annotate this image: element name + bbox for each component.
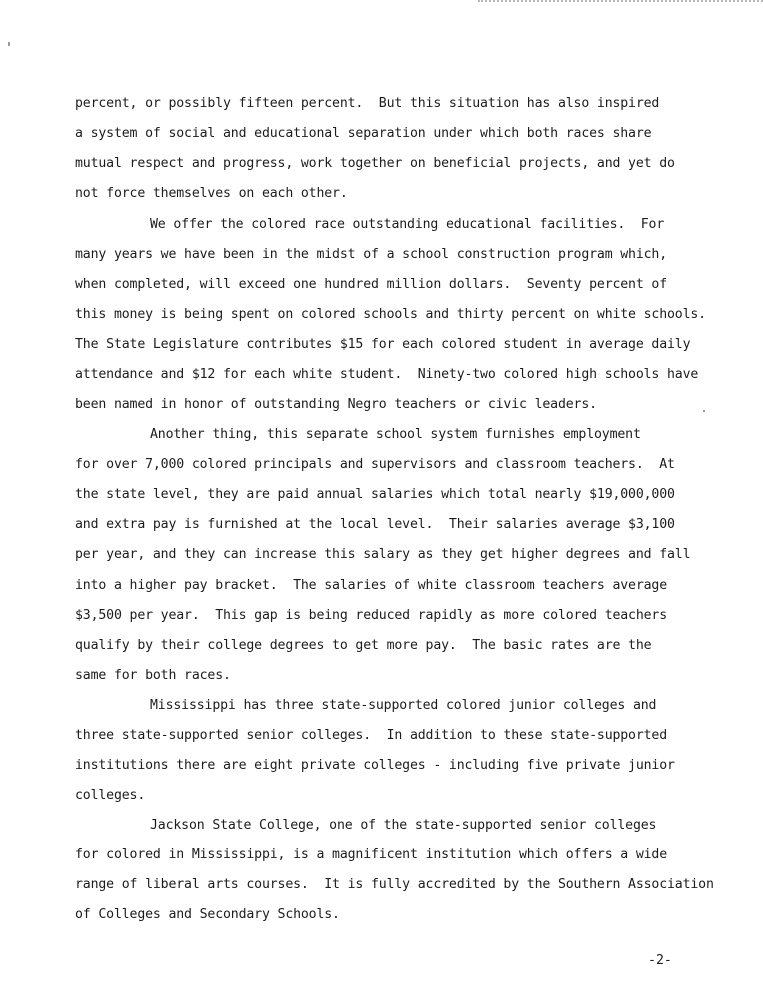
text-line: colleges. bbox=[75, 788, 146, 803]
text-line: attendance and $12 for each white student. Ninety-two colored high schools have bbox=[75, 367, 699, 382]
text-line: percent, or possibly fifteen percent. But this situation has also inspired bbox=[75, 96, 660, 111]
text-line: Jackson State College, one of the state-supported senior colleges bbox=[150, 818, 657, 833]
text-line: same for both races. bbox=[75, 668, 231, 683]
text-line: Mississippi has three state-supported colored junior colleges and bbox=[150, 698, 657, 713]
text-line: per year, and they can increase this salary as they get higher degrees and fall bbox=[75, 547, 691, 562]
text-line: not force themselves on each other. bbox=[75, 186, 348, 201]
text-line: this money is being spent on colored schools and thirty percent on white schools. bbox=[75, 307, 706, 322]
text-line: been named in honor of outstanding Negro teachers or civic leaders. bbox=[75, 397, 597, 412]
text-line: many years we have been in the midst of a school construction program which, bbox=[75, 247, 668, 262]
text-line: qualify by their college degrees to get more pay. The basic rates are the bbox=[75, 638, 652, 653]
scan-edge-dots bbox=[478, 0, 763, 6]
text-line: mutual respect and progress, work together on beneficial projects, and yet do bbox=[75, 156, 675, 171]
text-line: Another thing, this separate school system furnishes employment bbox=[150, 427, 641, 442]
text-line: and extra pay is furnished at the local level. Their salaries average $3,100 bbox=[75, 517, 675, 532]
text-line: of Colleges and Secondary Schools. bbox=[75, 907, 340, 922]
text-line: three state-supported senior colleges. In addition to these state-supported bbox=[75, 728, 668, 743]
text-line: We offer the colored race outstanding educational facilities. For bbox=[150, 217, 665, 232]
text-line: $3,500 per year. This gap is being reduced rapidly as more colored teachers bbox=[75, 608, 668, 623]
text-line: when completed, will exceed one hundred million dollars. Seventy percent of bbox=[75, 277, 668, 292]
text-line: institutions there are eight private colleges - including five private junior bbox=[75, 758, 675, 773]
text-line: for colored in Mississippi, is a magnificent institution which offers a wide bbox=[75, 847, 668, 862]
page-number: -2- bbox=[648, 953, 672, 968]
text-line: The State Legislature contributes $15 for each colored student in average daily bbox=[75, 337, 691, 352]
text-line: a system of social and educational separation under which both races share bbox=[75, 126, 652, 141]
text-line: range of liberal arts courses. It is fully accredited by the Southern Association bbox=[75, 877, 714, 892]
scan-mark bbox=[703, 410, 705, 412]
scan-mark bbox=[8, 42, 10, 46]
text-line: for over 7,000 colored principals and supervisors and classroom teachers. At bbox=[75, 457, 675, 472]
text-line: into a higher pay bracket. The salaries of white classroom teachers average bbox=[75, 578, 668, 593]
text-line: the state level, they are paid annual salaries which total nearly $19,000,000 bbox=[75, 487, 675, 502]
